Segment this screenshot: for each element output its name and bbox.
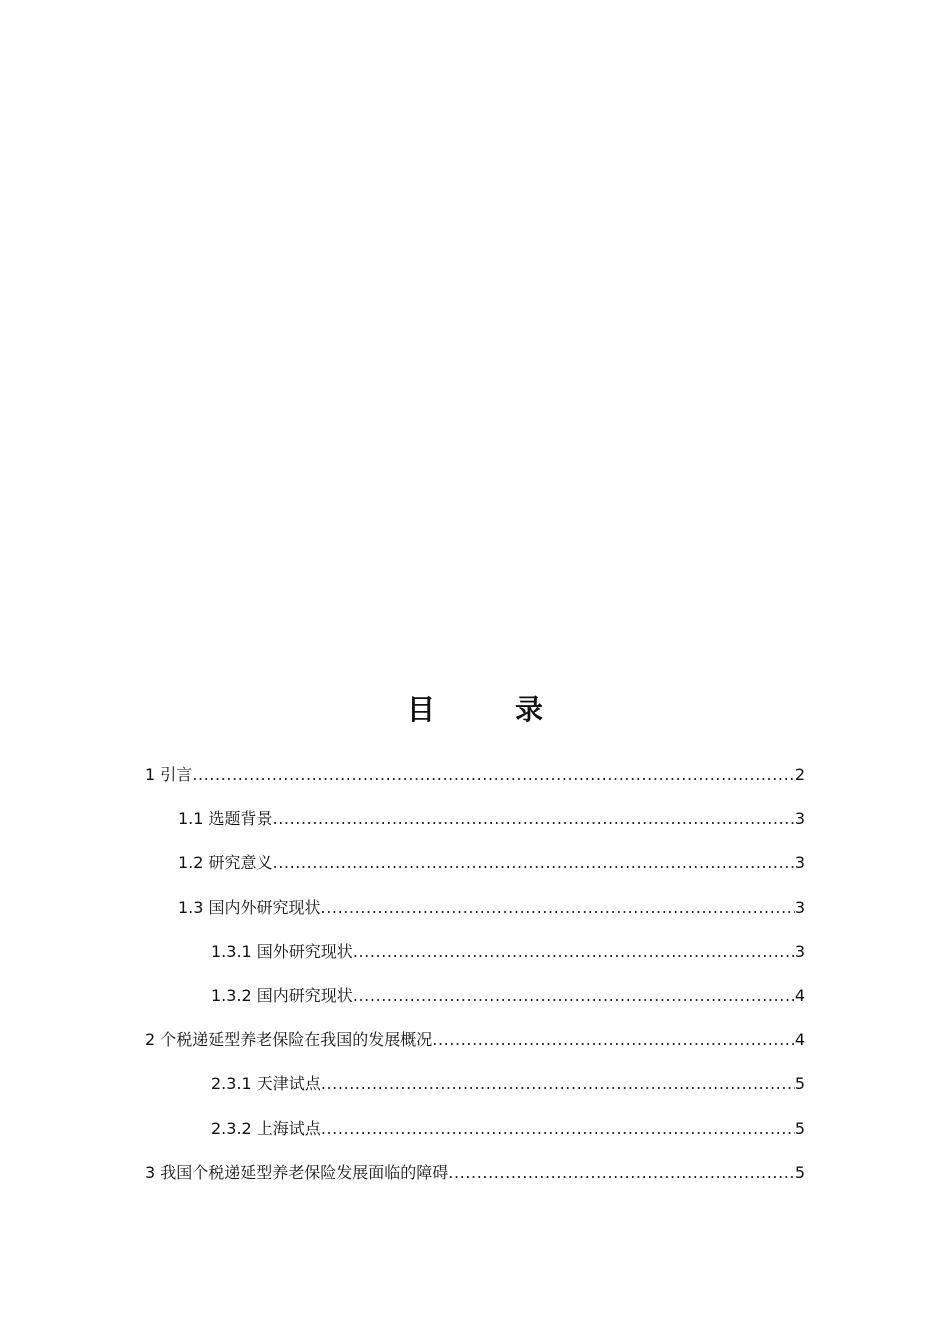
toc-entry-label: 3 我国个税递延型养老保险发展面临的障碍 <box>145 1162 449 1182</box>
toc-entry[interactable] <box>145 804 805 848</box>
toc-entry-page: 4 <box>794 1030 805 1050</box>
dot-leader <box>448 1158 795 1188</box>
toc-entry-page: 3 <box>794 853 805 873</box>
dot-leader <box>192 760 795 790</box>
toc-entry-label: 2.3.1 天津试点 <box>211 1074 321 1094</box>
toc-entry-label: 2 个税递延型养老保险在我国的发展概况 <box>145 1030 433 1050</box>
toc-entry-page: 2 <box>794 765 805 784</box>
dot-leader <box>273 804 795 834</box>
toc-entry-label: 1.3.2 国内研究现状 <box>211 985 353 1005</box>
toc-entry[interactable] <box>145 1025 805 1069</box>
toc-entry[interactable] <box>145 848 805 892</box>
toc-entry-label: 1.1 选题背景 <box>178 809 273 829</box>
dot-leader <box>432 1025 795 1055</box>
toc-entry-label: 1 引言 <box>145 765 193 784</box>
toc-entry-label: 1.3 国内外研究现状 <box>178 897 321 917</box>
toc-entry-page: 5 <box>794 1162 805 1182</box>
toc-entry-page: 5 <box>794 1118 805 1138</box>
table-of-contents <box>145 760 805 1202</box>
dot-leader <box>321 893 795 923</box>
toc-entry-page: 3 <box>794 897 805 917</box>
toc-entry-page: 4 <box>794 985 805 1005</box>
toc-entry[interactable] <box>145 1158 805 1202</box>
toc-entry-page: 5 <box>794 1074 805 1094</box>
dot-leader <box>321 1069 795 1099</box>
dot-leader <box>321 1114 795 1144</box>
toc-entry[interactable] <box>145 1114 805 1158</box>
dot-leader <box>353 937 795 967</box>
dot-leader <box>273 848 795 878</box>
toc-entry-label: 2.3.2 上海试点 <box>211 1118 321 1138</box>
toc-title: 目 录 <box>406 693 569 726</box>
toc-entry[interactable] <box>145 1069 805 1113</box>
dot-leader <box>353 981 795 1011</box>
toc-entry[interactable] <box>145 981 805 1025</box>
toc-entry-page: 3 <box>794 941 805 961</box>
toc-entry[interactable] <box>145 937 805 981</box>
toc-entry[interactable] <box>145 893 805 937</box>
toc-entry[interactable] <box>145 760 805 804</box>
toc-entry-label: 1.2 研究意义 <box>178 853 273 873</box>
toc-entry-label: 1.3.1 国外研究现状 <box>211 941 353 961</box>
toc-entry-page: 3 <box>794 809 805 829</box>
